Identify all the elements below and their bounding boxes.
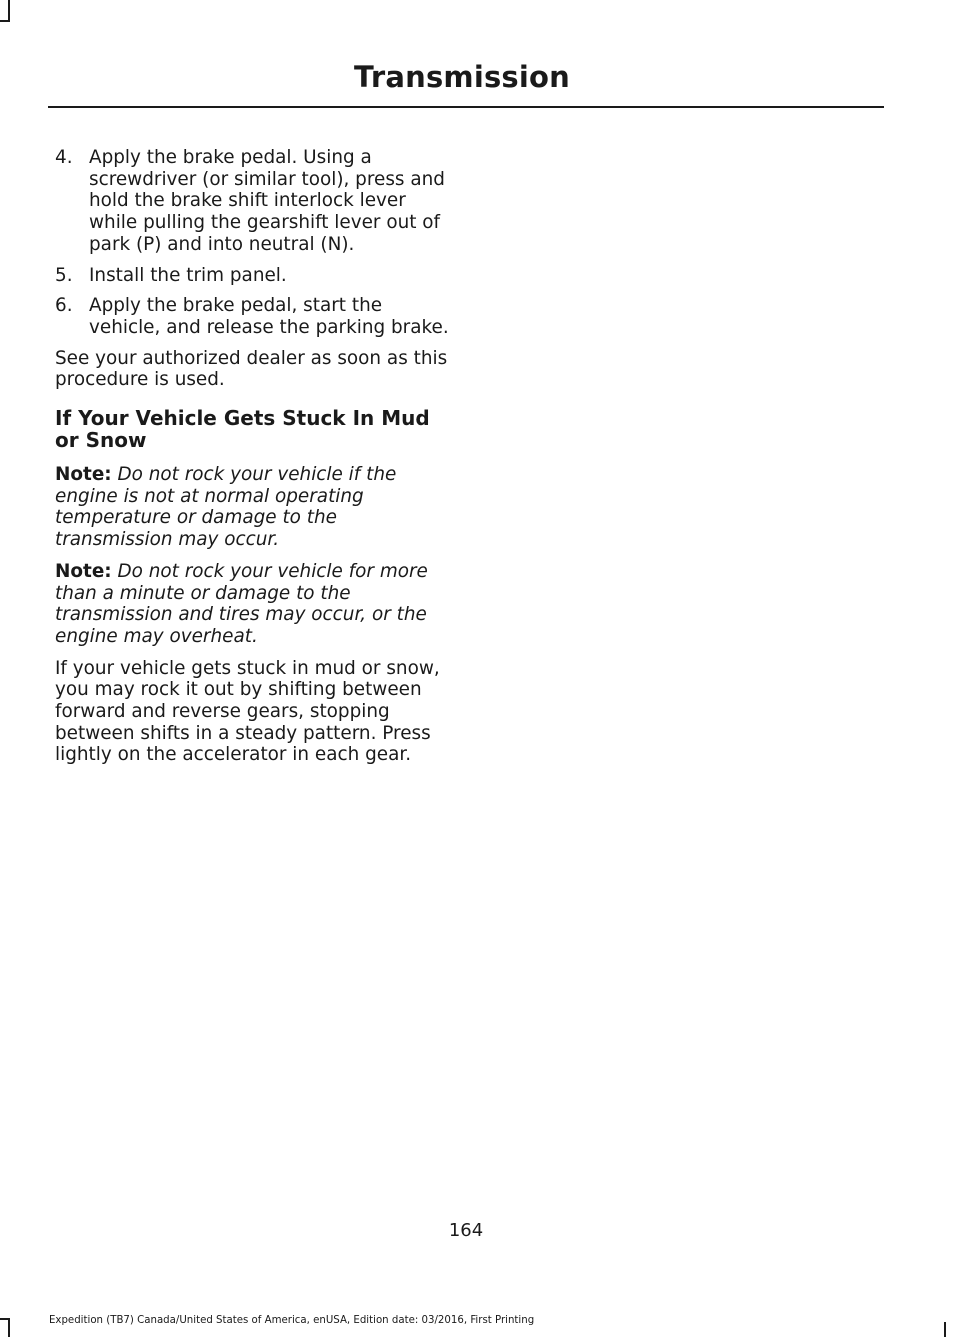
step-number: 6. [55,295,73,317]
page-title: Transmission [354,60,570,94]
header-divider [48,106,884,108]
step-item [55,147,450,256]
crop-mark-bottom-left-horizontal [0,1318,10,1320]
procedure-steps [55,147,450,339]
dealer-paragraph: See your authorized dealer as soon as this procedure is used. [55,347,448,391]
step-number: 5. [55,264,73,286]
crop-mark-bottom-right-vertical [944,1322,946,1337]
step-text: Apply the brake pedal. Using a screwdriver (or similar tool), press and hold the brake shift interlock lever while pulling the gearshift lever out of park (P) and into neutral (N). [89,147,445,255]
note-text: Do not rock your vehicle if the engine is not at normal operating temperature or damage to the transmission may occur. [55,464,397,551]
crop-mark-top-left-vertical [8,0,10,22]
step-item [55,295,450,338]
page-content [55,147,450,776]
note-label: Note: [55,560,112,582]
edition-footer: Expedition (TB7) Canada/United States of America, enUSA, Edition date: 03/2016, First Printing [49,1315,535,1326]
note-label: Note: [55,464,112,486]
step-number: 4. [55,147,73,168]
crop-mark-top-left-horizontal [0,20,10,22]
note-text: Do not rock your vehicle for more than a minute or damage to the transmission and tires may occur, or the engine may overheat. [55,560,428,647]
step-item [55,265,450,287]
step-text: Install the trim panel. [89,264,287,286]
step-text: Apply the brake pedal, start the vehicle, and release the parking brake. [89,295,449,338]
note-paragraph [55,464,450,551]
section-heading: If Your Vehicle Gets Stuck In Mud or Snow [55,406,430,453]
page-number: 164 [448,1220,484,1241]
crop-mark-bottom-left-vertical [8,1318,10,1337]
note-paragraph [55,561,450,648]
section-paragraph: If your vehicle gets stuck in mud or snow, you may rock it out by shifting between forward and reverse gears, stopping between shifts in a steady pattern. Press lightly on the accelerator in each gear. [55,657,440,766]
